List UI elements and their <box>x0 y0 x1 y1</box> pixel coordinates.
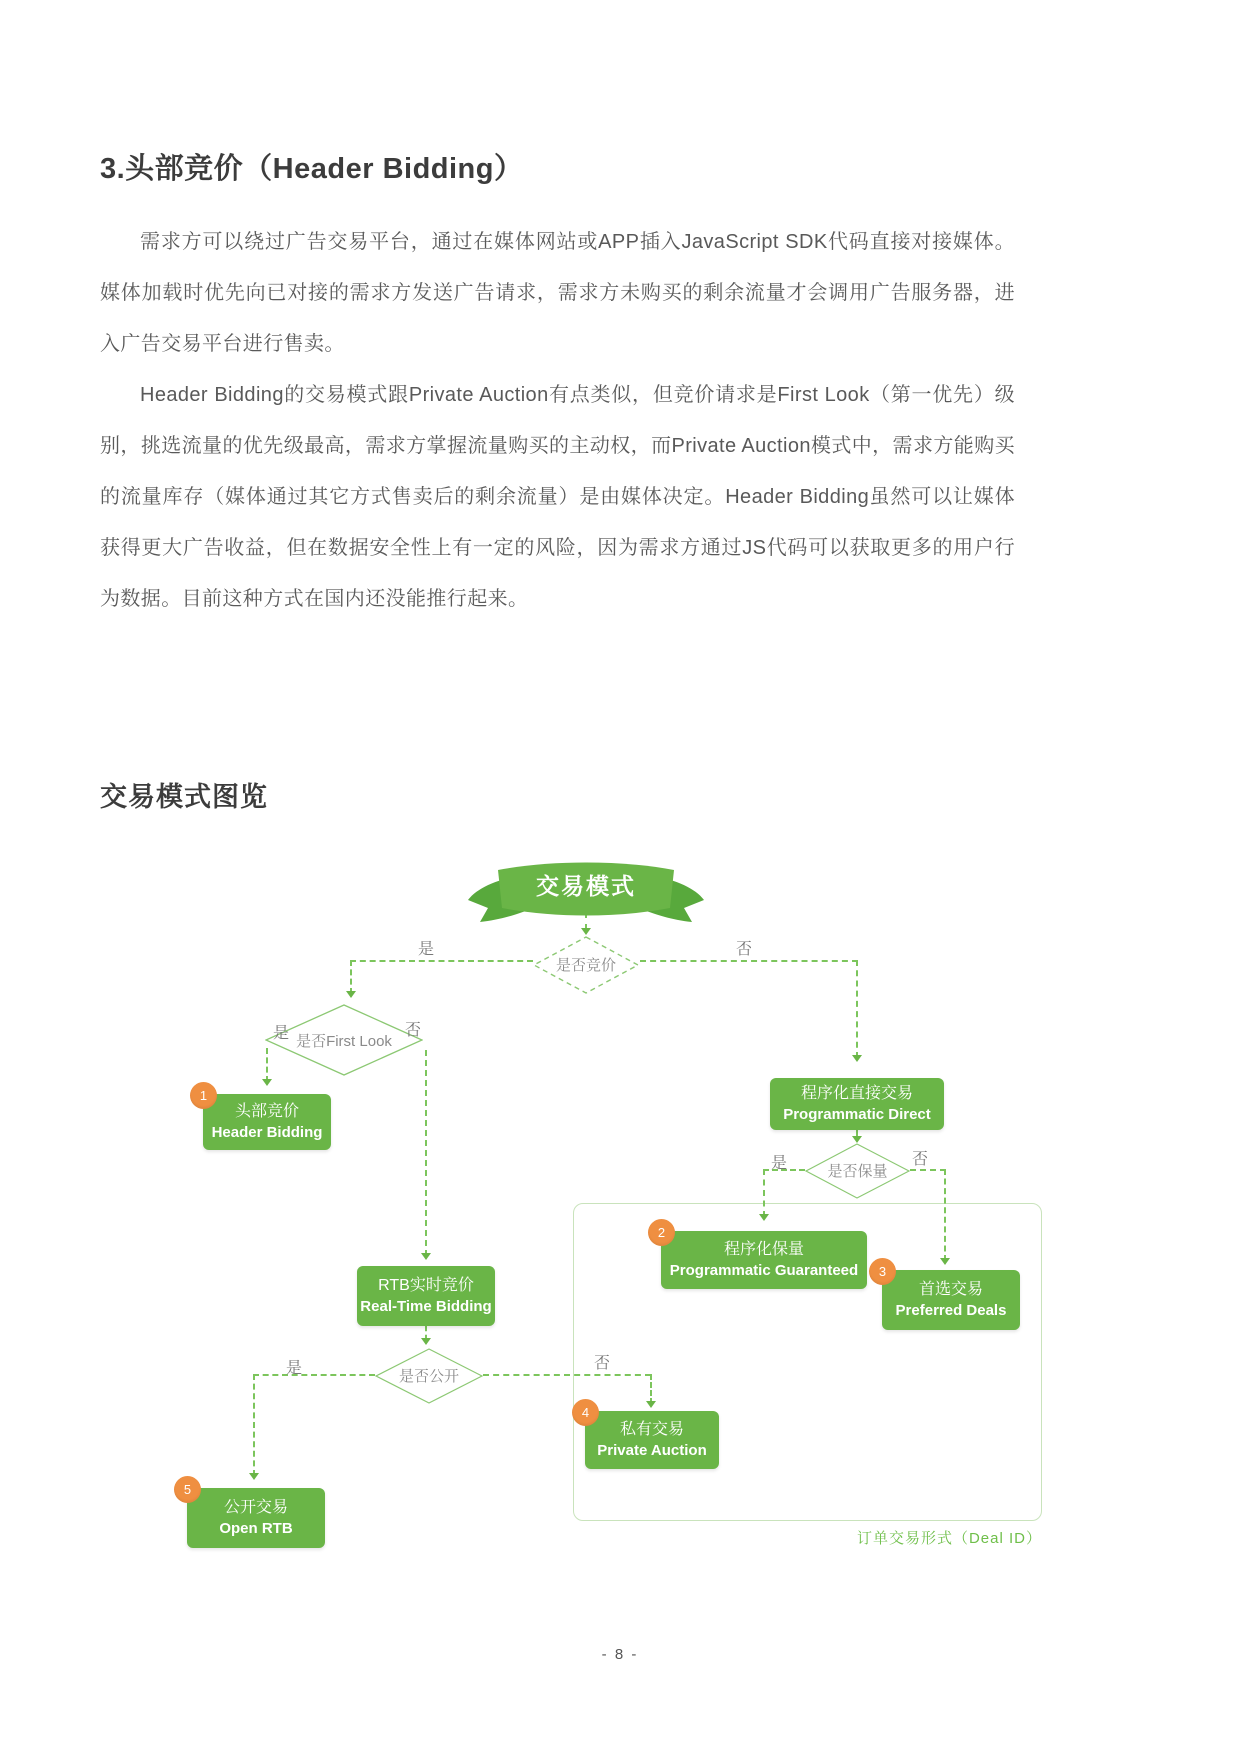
connector <box>763 1169 765 1217</box>
node-header-bidding <box>203 1094 331 1150</box>
connector <box>944 1169 946 1261</box>
branch-yes-label: 是 <box>273 1025 290 1042</box>
connector <box>856 960 858 1058</box>
branch-yes-label: 是 <box>771 1155 788 1172</box>
node-subtitle: Open RTB <box>219 1520 293 1537</box>
step-badge-5: 5 <box>174 1476 201 1503</box>
branch-no-label: 否 <box>594 1355 611 1372</box>
connector <box>910 1169 946 1171</box>
connector <box>350 960 533 962</box>
node-programmatic-guaranteed <box>661 1231 867 1289</box>
node-subtitle: Programmatic Direct <box>783 1106 931 1123</box>
text-block <box>100 146 1015 625</box>
node-subtitle: Programmatic Guaranteed <box>669 1262 859 1279</box>
branch-no-label: 否 <box>405 1022 422 1039</box>
node-subtitle: Real-Time Bidding <box>360 1298 492 1315</box>
paragraph-1: 需求方可以绕过广告交易平台，通过在媒体网站或APP插入JavaScript SDK代码直接对接媒体。媒体加载时优先向已对接的需求方发送广告请求，需求方未购买的剩余流量才会调用广告服务器，进入广告交易平台进行售卖。 <box>100 231 1015 355</box>
connector <box>253 1374 375 1376</box>
step-badge-4: 4 <box>572 1399 599 1426</box>
node-title: 私有交易 <box>619 1421 684 1438</box>
arrow-down-icon <box>346 991 356 998</box>
banner-title: 交易模式 <box>536 873 636 899</box>
deal-id-group-label: 订单交易形式（Deal ID） <box>856 1530 1042 1547</box>
arrow-down-icon <box>421 1338 431 1345</box>
connector <box>425 1050 427 1256</box>
step-badge-2: 2 <box>648 1219 675 1246</box>
arrow-down-icon <box>646 1401 656 1408</box>
node-title: 程序化直接交易 <box>800 1085 913 1102</box>
connector <box>650 1374 652 1404</box>
branch-yes-label: 是 <box>286 1360 303 1377</box>
node-title: 公开交易 <box>223 1499 288 1516</box>
paragraph-2: Header Bidding的交易模式跟Private Auction有点类似，但竞价请求是First Look（第一优先）级别，挑选流量的优先级最高，需求方掌握流量购买的主动权，而Private Auction模式中，需求方能购买的流量库存（媒体通过其它方式售卖后的剩余流量）是由媒体决定。Header Bidding虽然可以让媒体获得更大广告收益，但在数据安全性上有一定的风险，因为需求方通过JS代码可以获取更多的用户行为数据。目前这种方式在国内还没能推行起来。 <box>100 384 1015 610</box>
branch-no-label: 否 <box>736 941 753 958</box>
connector <box>640 960 858 962</box>
node-title: 首选交易 <box>918 1281 983 1298</box>
trade-mode-flowchart <box>100 836 1140 1571</box>
page-number: - 8 - <box>601 1646 639 1663</box>
decision-is-open-label: 是否公开 <box>398 1368 459 1385</box>
arrow-down-icon <box>852 1136 862 1143</box>
decision-is-first-look-label: 是否First Look <box>296 1033 392 1050</box>
node-preferred-deals <box>882 1270 1020 1330</box>
node-title: 头部竞价 <box>234 1103 299 1120</box>
arrow-down-icon <box>421 1253 431 1260</box>
step-badge-1: 1 <box>190 1082 217 1109</box>
arrow-down-icon <box>940 1258 950 1265</box>
step-badge-3: 3 <box>869 1258 896 1285</box>
node-subtitle: Private Auction <box>597 1442 707 1459</box>
branch-yes-label: 是 <box>418 941 435 958</box>
connector <box>483 1374 651 1376</box>
node-private-auction <box>585 1411 719 1469</box>
node-open-rtb <box>187 1488 325 1548</box>
diagram-heading: 交易模式图览 <box>100 782 268 812</box>
arrow-down-icon <box>759 1214 769 1221</box>
connector <box>253 1374 255 1476</box>
section-heading: 3.头部竞价（Header Bidding） <box>100 153 524 185</box>
node-title: RTB实时竞价 <box>378 1277 474 1294</box>
arrow-down-icon <box>249 1473 259 1480</box>
decision-is-bidding-label: 是否竞价 <box>555 957 616 974</box>
node-programmatic-direct <box>770 1078 944 1130</box>
node-real-time-bidding <box>357 1266 495 1326</box>
node-subtitle: Preferred Deals <box>895 1302 1007 1319</box>
branch-no-label: 否 <box>912 1151 929 1168</box>
arrow-down-icon <box>852 1055 862 1062</box>
connector <box>350 960 352 994</box>
arrow-down-icon <box>262 1079 272 1086</box>
node-title: 程序化保量 <box>723 1241 804 1258</box>
node-subtitle: Header Bidding <box>211 1124 323 1141</box>
decision-is-guaranteed-label: 是否保量 <box>827 1163 888 1180</box>
